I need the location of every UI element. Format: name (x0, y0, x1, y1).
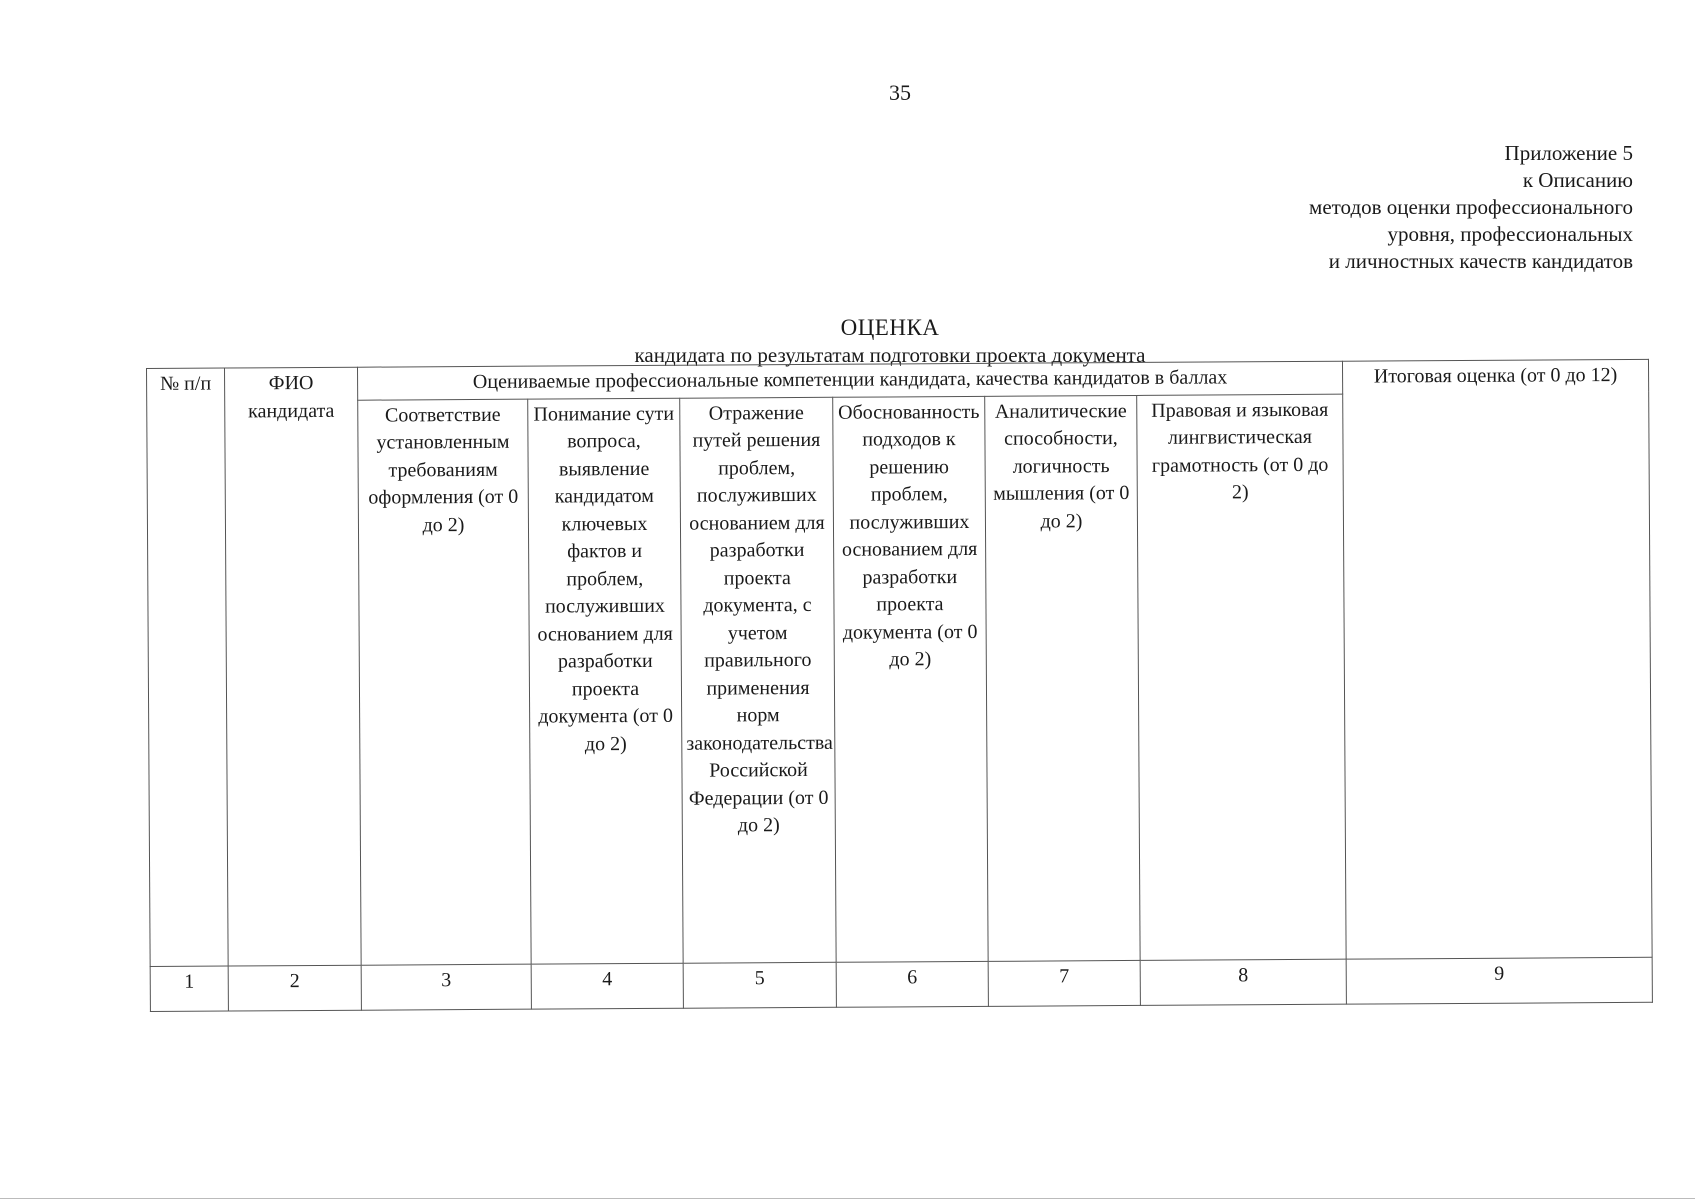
subheader-cell: Соответствие установленным требованиям оформления (от 0 до 2) (358, 399, 531, 965)
column-number: 4 (531, 963, 683, 1009)
evaluation-table (146, 359, 1653, 1012)
column-number: 7 (988, 960, 1140, 1006)
document-title: ОЦЕНКА (840, 315, 940, 340)
document-subtitle: кандидата по результатам подготовки проекта документа (634, 343, 1146, 367)
page-number: 35 (889, 80, 911, 105)
subheader-cell: Аналитические способности, логичность мышления (от 0 до 2) (985, 395, 1140, 961)
column-number: 5 (683, 962, 836, 1008)
column-number: 9 (1346, 957, 1652, 1004)
column-number: 8 (1140, 959, 1346, 1005)
subheader-cell: Правовая и языковая лингвистическая грамотность (от 0 до 2) (1137, 394, 1346, 960)
header-cell-total: Итоговая оценка (от 0 до 12) (1342, 359, 1652, 958)
subheader-cell: Обоснованность подходов к решению проблем, послуживших основанием для разработки проекта документа (от 0 до 2) (833, 396, 988, 962)
appendix-line: методов оценки профессионального (1309, 195, 1633, 219)
appendix-line: уровня, профессиональных (1387, 222, 1633, 246)
column-number: 3 (361, 964, 531, 1010)
appendix-header (1309, 140, 1633, 275)
column-number: 2 (228, 965, 361, 1011)
column-number: 6 (836, 961, 988, 1007)
appendix-line: Приложение 5 (1504, 141, 1633, 165)
column-number-row (150, 957, 1652, 1011)
subheader-cell: Понимание сути вопроса, выявление кандидатом ключевых фактов и проблем, послуживших основанием для разработки проекта документа (от 0 до 2) (528, 398, 683, 964)
appendix-line: и личностных качеств кандидатов (1328, 249, 1633, 273)
header-cell-competencies: Оцениваемые профессиональные компетенции кандидата, качества кандидатов в баллах (357, 361, 1342, 400)
header-cell-fio: ФИО кандидата (225, 367, 362, 965)
column-number: 1 (150, 966, 228, 1011)
header-cell-number: № п/п (147, 368, 229, 966)
appendix-line: к Описанию (1522, 168, 1633, 192)
subheader-cell: Отражение путей решения проблем, послуживших основанием для разработки проекта документа, с учетом правильного применения норм законодательства Российской Федерации (от 0 до 2) (680, 397, 836, 963)
scan-edge-line (0, 1198, 1695, 1199)
